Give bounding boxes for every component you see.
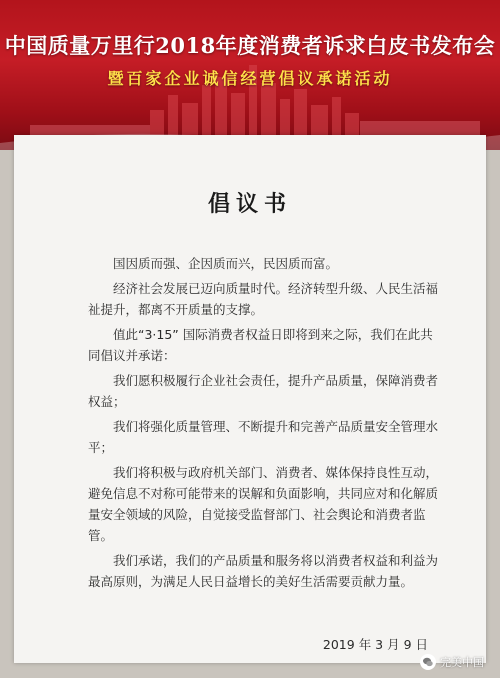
paragraph: 我们将强化质量管理、不断提升和完善产品质量安全管理水平； bbox=[88, 419, 439, 455]
watermark-label: 完美中国 bbox=[440, 656, 484, 669]
document-title: 倡议书 bbox=[207, 191, 292, 217]
source-watermark bbox=[420, 654, 484, 670]
banner-subtitle: 暨百家企业诚信经营倡议承诺活动 bbox=[107, 69, 393, 88]
document-date: 2019 年 3 月 9 日 bbox=[322, 637, 428, 652]
header-banner bbox=[0, 0, 500, 150]
proposal-document bbox=[14, 135, 486, 663]
paragraph: 我们愿积极履行企业社会责任，提升产品质量，保障消费者权益； bbox=[88, 373, 439, 409]
paragraph: 我们承诺，我们的产品质量和服务将以消费者权益和利益为最高原则，为满足人民日益增长的美好生活需要贡献力量。 bbox=[88, 553, 439, 589]
paragraph: 国因质而强、企因质而兴，民因质而富。 bbox=[113, 256, 339, 271]
paragraph: 经济社会发展已迈向质量时代。经济转型升级、人民生活福祉提升，都离不开质量的支撑。 bbox=[88, 281, 439, 317]
wechat-icon bbox=[420, 654, 436, 670]
document-body bbox=[88, 253, 444, 596]
paragraph: 我们将积极与政府机关部门、消费者、媒体保持良性互动，避免信息不对称可能带来的误解和负面影响，共同应对和化解质量安全领域的风险，自觉接受监督部门、社会舆论和消费者监管。 bbox=[88, 465, 439, 543]
paragraph: 值此“3·15” 国际消费者权益日即将到来之际，我们在此共同倡议并承诺： bbox=[88, 327, 433, 363]
banner-title: 中国质量万里行2018年度消费者诉求白皮书发布会 bbox=[4, 33, 496, 58]
